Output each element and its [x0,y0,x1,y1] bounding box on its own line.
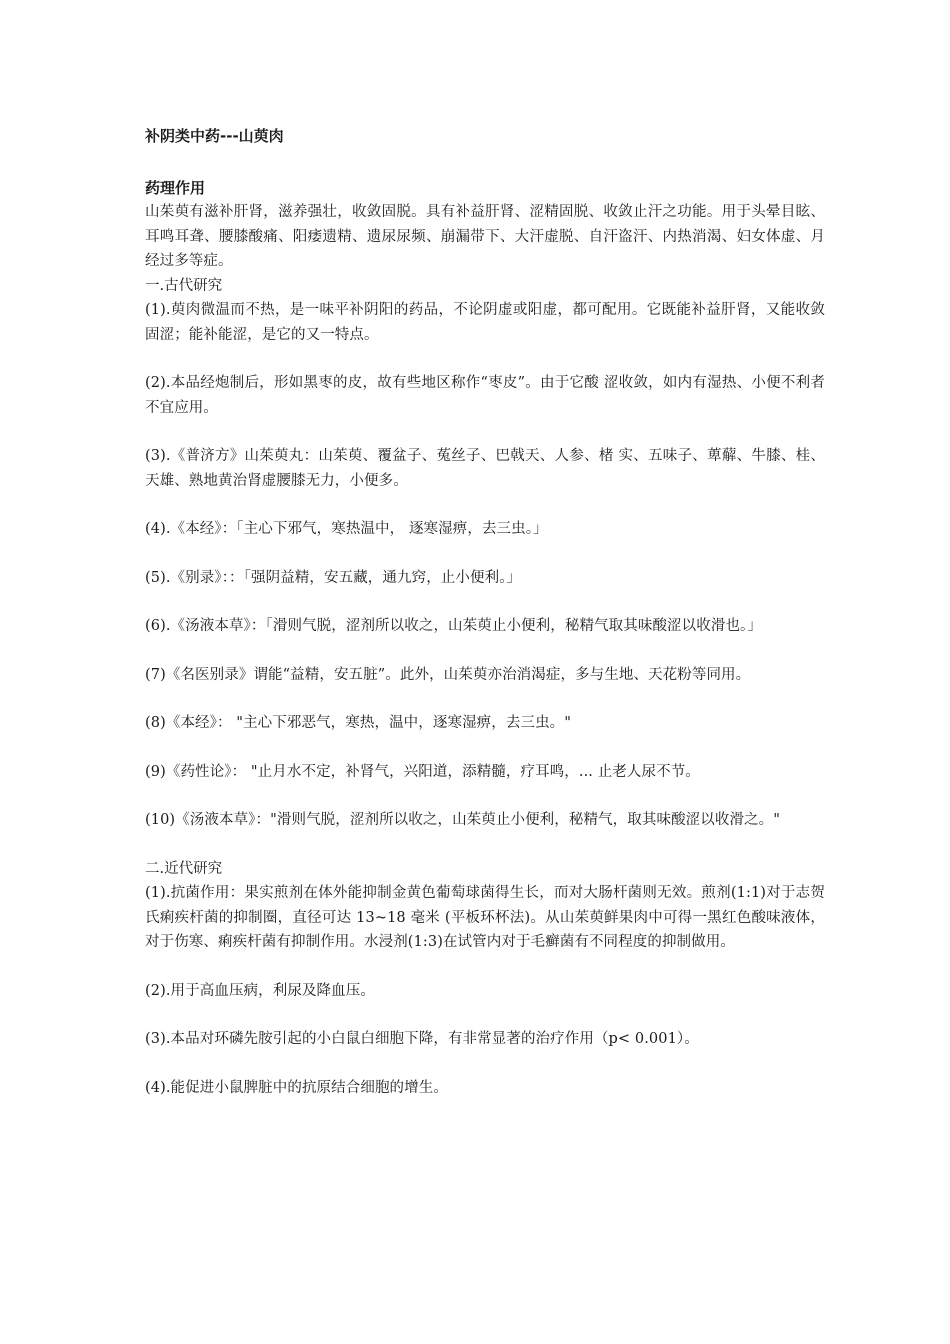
modern-item: (2).用于高血压病，利尿及降血压。 [145,982,375,999]
document-page [145,124,825,1100]
ancient-research-label: 一.古代研究 [145,277,223,294]
ancient-item: (6).《汤液本草》：「滑则气脱，涩剂所以收之，山茱萸止小便利，秘精气取其味酸涩以收滑也。」 [145,618,762,634]
ancient-item: (9)《药性论》： "止月水不定，补肾气，兴阳道，添精髓，疗耳鸣，... 止老人尿不节。 [145,763,700,780]
ancient-item: (7)《名医别录》谓能“益精，安五脏”。此外，山茱萸亦治消渴症，多与生地、天花粉等同用。 [145,666,751,683]
document-title: 补阴类中药---山萸肉 [145,127,284,145]
modern-item: (3).本品对环磷先胺引起的小白鼠白细胞下降，有非常显著的治疗作用（p< 0.001）。 [145,1031,699,1047]
ancient-item: (2).本品经炮制后，形如黑枣的皮，故有些地区称作“枣皮”。由于它酸 涩收敛，如内有湿热、小便不利者不宜应用。 [145,375,825,416]
ancient-item: (3).《普济方》山茱萸丸：山茱萸、覆盆子、菟丝子、巴戟天、人参、楮 实、五味子、萆薢、牛膝、桂、天雄、熟地黄治肾虚腰膝无力，小便多。 [145,448,825,489]
modern-research-label: 二.近代研究 [145,860,223,877]
ancient-item: (1).萸肉微温而不热，是一味平补阴阳的药品，不论阴虚或阳虚，都可配用。它既能补益肝肾，又能收敛固涩；能补能涩，是它的又一特点。 [145,302,825,343]
ancient-item: (8)《本经》： "主心下邪恶气，寒热，温中，逐寒湿痹，去三虫。" [145,715,572,731]
ancient-item: (4).《本经》：「主心下邪气，寒热温中， 逐寒湿痹，去三虫。」 [145,521,548,537]
ancient-item: (5).《别录》：：「强阴益精，安五藏，通九窍，止小便利。」 [145,569,522,586]
modern-item: (1).抗菌作用：果实煎剂在体外能抑制金黄色葡萄球菌得生长，而对大肠杆菌则无效。煎剂(1:1)对于志贺氏痢疾杆菌的抑制圈，直径可达 13~18 毫米 (平板环杯法)。从山茱萸鲜果肉中可得一黑红色酸味液体，对于伤寒、痢疾杆菌有抑制作用。水浸剂(1:3)在试管内对于毛癣菌有不同程度的抑制做用。 [145,885,825,950]
modern-item: (4).能促进小鼠脾脏中的抗原结合细胞的增生。 [145,1079,448,1096]
ancient-item: (10)《汤液本草》："滑则气脱，涩剂所以收之，山茱萸止小便利，秘精气，取其味酸涩以收滑之。" [145,812,781,828]
intro-paragraph: 山茱萸有滋补肝肾，滋养强壮，收敛固脱。具有补益肝肾、涩精固脱、收敛止汗之功能。用于头晕目眩、耳鸣耳聋、腰膝酸痛、阳痿遗精、遗尿尿频、崩漏带下、大汗虚脱、自汗盗汗、内热消渴、妇女体虚、月经过多等症。 [145,204,825,269]
section-heading-pharmacology: 药理作用 [145,179,206,197]
